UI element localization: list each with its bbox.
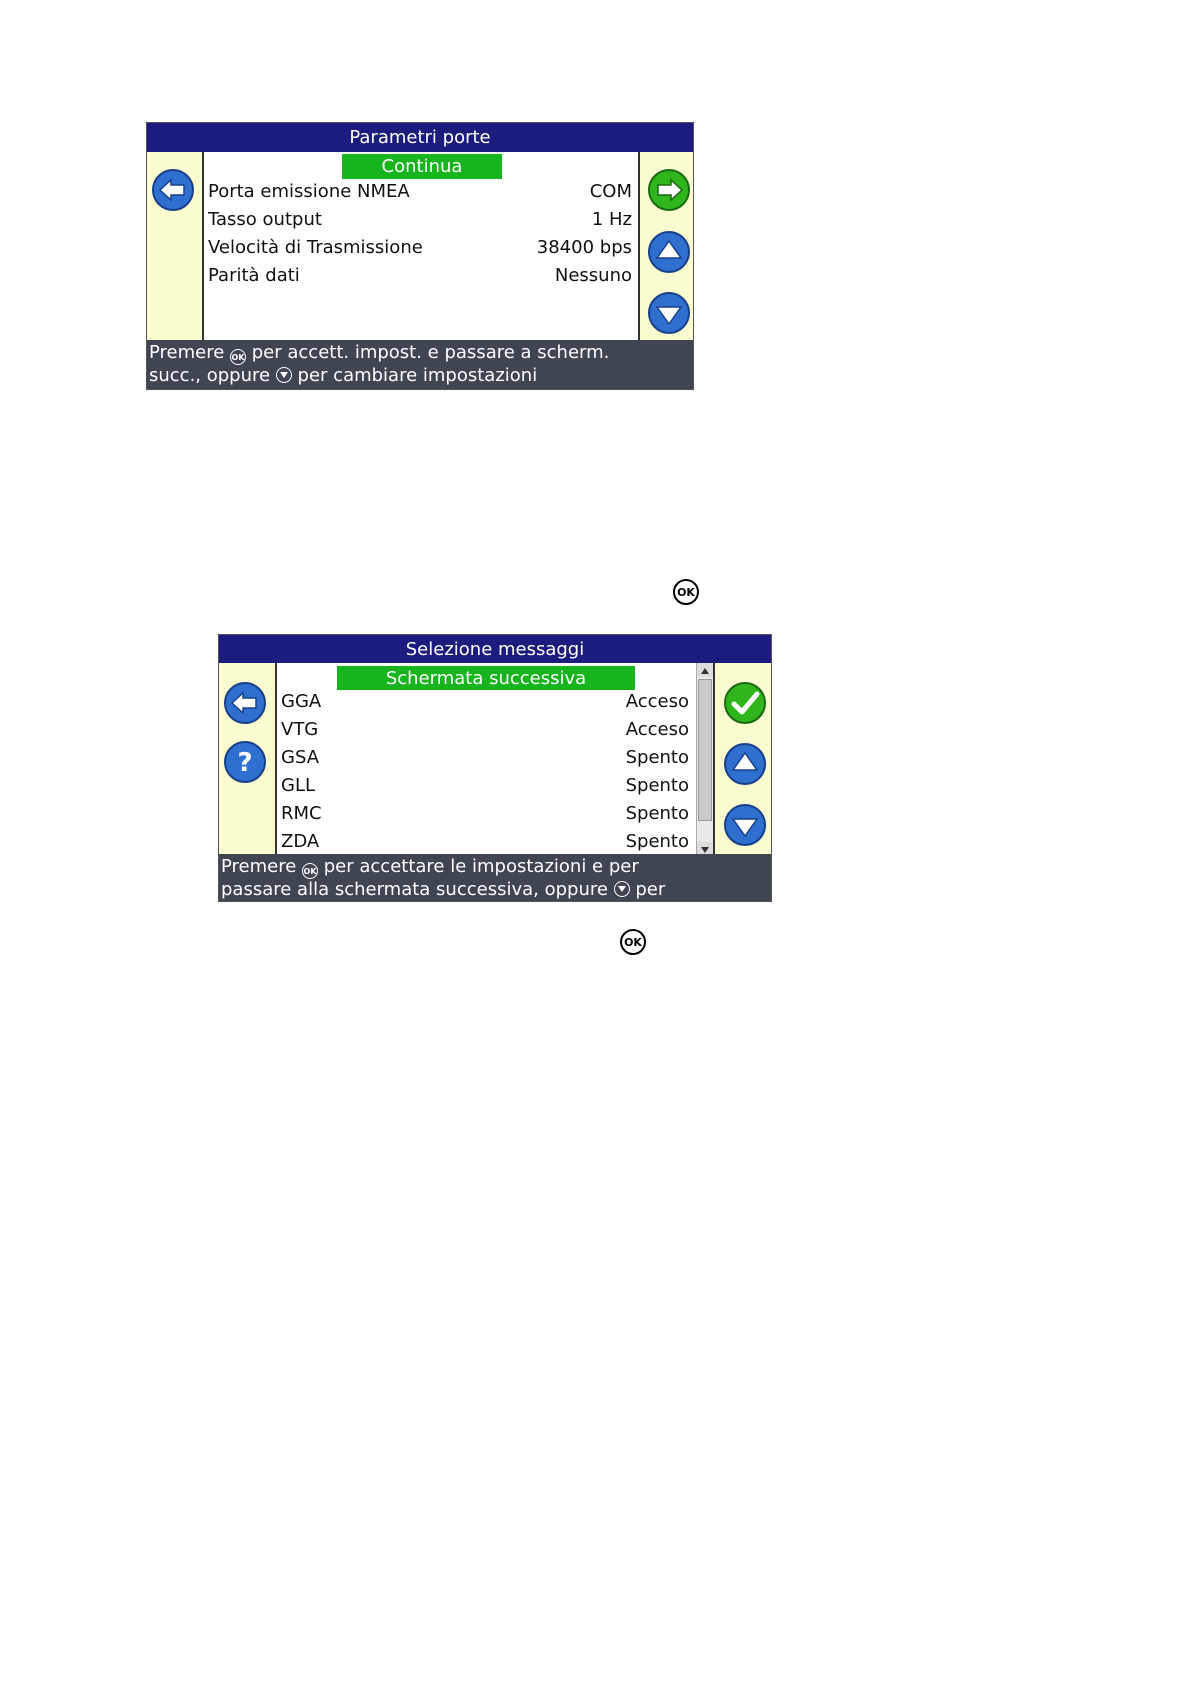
ok-icon: OK	[230, 349, 246, 365]
message-label: GLL	[281, 775, 316, 796]
down-button[interactable]	[723, 803, 767, 847]
up-button[interactable]	[723, 742, 767, 786]
list-item[interactable]	[208, 237, 632, 258]
scroll-up-arrow-icon[interactable]	[697, 663, 713, 677]
help-text-part: per accett. impost. e passare a scherm.	[246, 342, 610, 363]
list-item[interactable]	[281, 775, 689, 796]
message-value: Spento	[625, 747, 689, 768]
settings-list	[202, 152, 640, 342]
down-circle-icon	[276, 367, 292, 383]
help-text-part: per accettare le impostazioni e per	[318, 856, 639, 877]
message-list	[275, 663, 715, 856]
arrow-down-icon	[723, 803, 767, 847]
list-item[interactable]	[208, 181, 632, 202]
help-icon	[223, 740, 267, 784]
down-circle-icon	[614, 881, 630, 897]
setting-label: Parità dati	[208, 265, 300, 286]
screen-title: Parametri porte	[147, 123, 693, 152]
list-item[interactable]	[281, 719, 689, 740]
help-text-part: Premere	[149, 342, 231, 363]
screen-selezione-messaggi	[218, 634, 772, 902]
screen-title: Selezione messaggi	[219, 635, 771, 663]
arrow-up-icon	[647, 230, 691, 274]
list-item[interactable]	[281, 747, 689, 768]
ok-icon: OK	[302, 863, 318, 879]
help-text-part: per	[629, 879, 666, 900]
arrow-down-icon	[647, 291, 691, 335]
message-value: Acceso	[625, 719, 689, 740]
list-item[interactable]	[208, 209, 632, 230]
next-button[interactable]	[647, 168, 691, 212]
arrow-left-icon	[223, 681, 267, 725]
setting-label: Velocità di Trasmissione	[208, 237, 423, 258]
next-screen-button[interactable]: Schermata successiva	[337, 666, 635, 690]
back-button[interactable]	[223, 681, 267, 725]
help-button[interactable]	[223, 740, 267, 784]
continue-button[interactable]: Continua	[342, 154, 502, 179]
setting-value: COM	[589, 181, 632, 202]
message-value: Spento	[625, 803, 689, 824]
checkmark-icon	[723, 681, 767, 725]
message-label: GGA	[281, 691, 322, 712]
list-item[interactable]	[281, 803, 689, 824]
arrow-left-icon	[151, 168, 195, 212]
help-text-part: passare alla schermata successiva, oppure	[221, 879, 614, 900]
help-text	[147, 340, 693, 389]
arrow-right-icon	[647, 168, 691, 212]
help-text-part: per cambiare impostazioni	[291, 365, 538, 386]
list-item[interactable]	[281, 691, 689, 712]
help-text-part: Premere	[221, 856, 303, 877]
help-text	[219, 854, 771, 901]
setting-value: 1 Hz	[591, 209, 632, 230]
message-label: GSA	[281, 747, 320, 768]
message-label: VTG	[281, 719, 319, 740]
message-value: Acceso	[625, 691, 689, 712]
scroll-thumb[interactable]	[698, 679, 712, 821]
message-label: RMC	[281, 803, 322, 824]
help-text-part: succ., oppure	[149, 365, 276, 386]
message-value: Spento	[625, 775, 689, 796]
arrow-up-icon	[723, 742, 767, 786]
svg-text:?: ?	[237, 748, 253, 778]
ok-key-icon: OK	[620, 929, 646, 955]
list-item[interactable]	[208, 265, 632, 286]
down-button[interactable]	[647, 291, 691, 335]
setting-label: Porta emissione NMEA	[208, 181, 410, 202]
setting-value: Nessuno	[554, 265, 632, 286]
message-value: Spento	[625, 831, 689, 852]
back-button[interactable]	[151, 168, 195, 212]
ok-key-icon: OK	[673, 579, 699, 605]
setting-label: Tasso output	[208, 209, 322, 230]
confirm-button[interactable]	[723, 681, 767, 725]
setting-value: 38400 bps	[536, 237, 632, 258]
screen-parametri-porte	[146, 122, 694, 390]
scrollbar[interactable]	[696, 663, 713, 856]
up-button[interactable]	[647, 230, 691, 274]
list-item[interactable]	[281, 831, 689, 852]
message-label: ZDA	[281, 831, 320, 852]
